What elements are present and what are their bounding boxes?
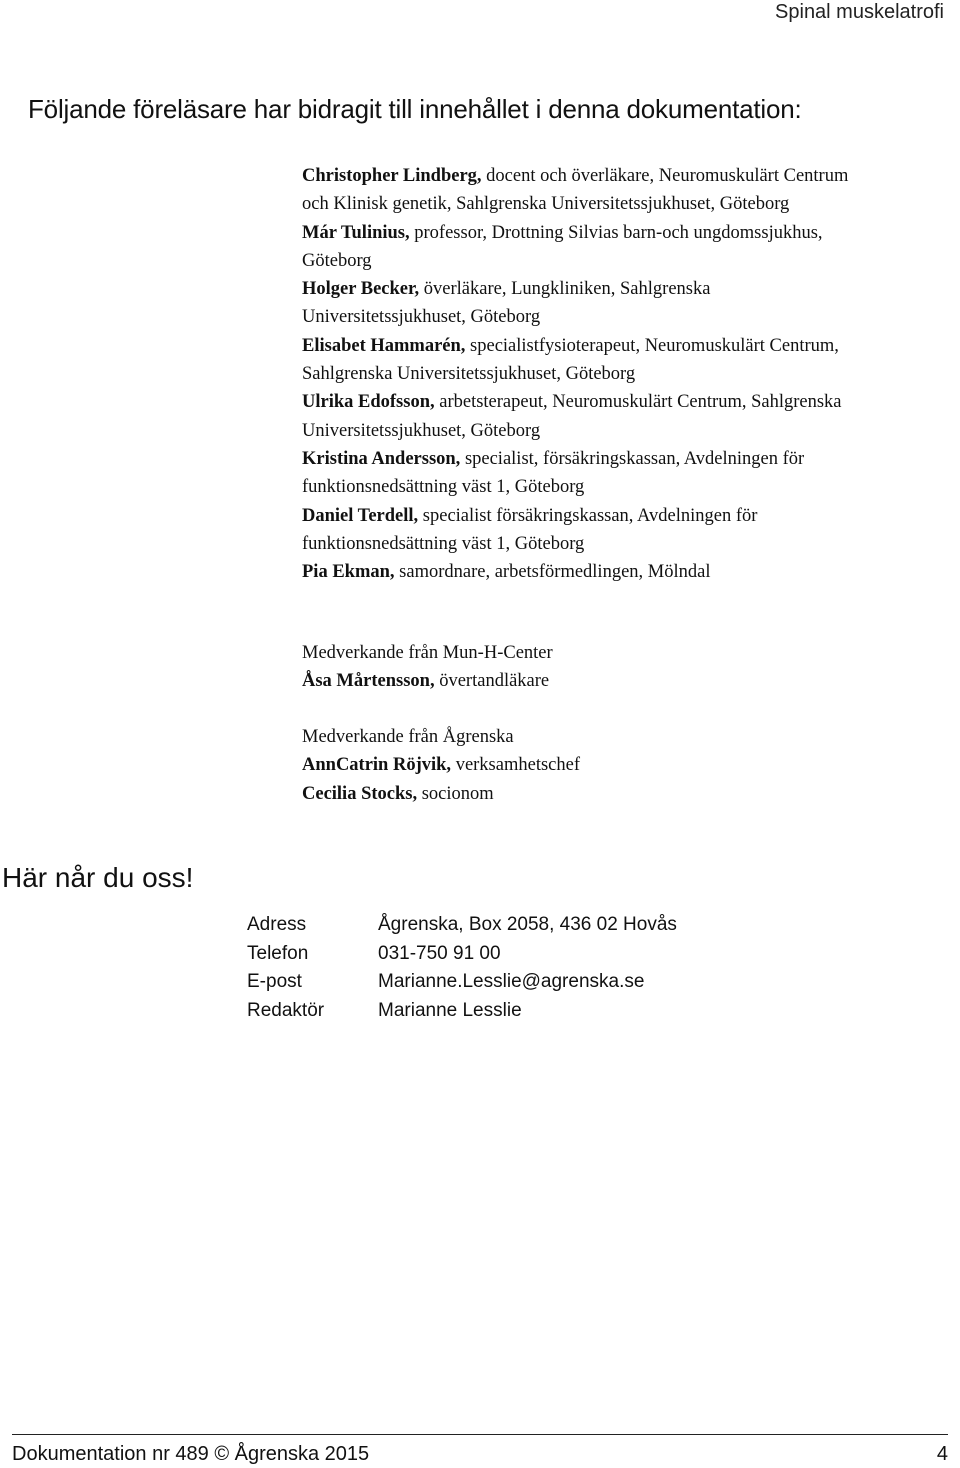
contributor-name: AnnCatrin Röjvik,: [302, 755, 452, 776]
lecturer-entry: [302, 558, 960, 586]
lecturer-role: specialist, försäkringskassan, Avdelningen för: [460, 448, 805, 469]
lecturer-name: Holger Becker,: [302, 279, 420, 300]
contact-row-phone: [247, 940, 677, 969]
page-number: 4: [936, 1443, 948, 1465]
lecturer-entry: [302, 388, 960, 445]
lecturer-name: Kristina Andersson,: [302, 448, 461, 469]
contributor-entry: [302, 751, 942, 779]
contributor-name: Cecilia Stocks,: [302, 783, 418, 804]
contact-row-editor: [247, 997, 677, 1026]
contributor-role: socionom: [417, 783, 494, 804]
contributor-role: verksamhetschef: [451, 755, 580, 776]
contact-row-email: [247, 968, 677, 997]
lecturer-affiliation: Göteborg: [302, 250, 372, 271]
contact-row-address: [247, 911, 677, 940]
lecturer-role: docent och överläkare, Neuromuskulärt Centrum: [481, 166, 849, 186]
lecturer-entry: [302, 332, 960, 389]
lecturer-entry: [302, 502, 960, 559]
lecturer-role: specialistfysioterapeut, Neuromuskulärt Centrum,: [465, 335, 839, 356]
page-footer: [12, 1434, 948, 1467]
contact-value: 031-750 91 00: [378, 942, 501, 964]
lecturer-affiliation: Universitetssjukhuset, Göteborg: [302, 420, 541, 441]
lecturer-affiliation: Universitetssjukhuset, Göteborg: [302, 307, 541, 328]
contributors-munh: [302, 639, 942, 696]
contact-label: Telefon: [247, 942, 309, 964]
lecturer-name: Christopher Lindberg,: [302, 166, 482, 186]
lecturer-name: Pia Ekman,: [302, 562, 395, 583]
lecturer-name: Daniel Terdell,: [302, 505, 419, 526]
lecturer-role: överläkare, Lungkliniken, Sahlgrenska: [419, 279, 711, 300]
contributors-agrenska: [302, 723, 942, 808]
lecturer-affiliation: Sahlgrenska Universitetssjukhuset, Göteborg: [302, 364, 636, 385]
contact-label: Adress: [247, 914, 307, 935]
contributor-name: Åsa Mårtensson,: [302, 671, 435, 692]
lecturer-role: professor, Drottning Silvias barn-och ungdomssjukhus,: [409, 222, 823, 243]
contributor-entry: [302, 780, 942, 808]
contact-label: Redaktör: [247, 999, 325, 1021]
group-title: Medverkande från Mun-H-Center: [302, 643, 553, 663]
group-title: Medverkande från Ågrenska: [302, 727, 514, 747]
lecturer-name: Már Tulinius,: [302, 222, 410, 243]
running-header: Spinal muskelatrofi: [775, 1, 944, 23]
contact-value: Marianne.Lesslie@agrenska.se: [378, 971, 645, 992]
contact-value: Ågrenska, Box 2058, 436 02 Hovås: [378, 914, 677, 935]
lecturer-list: [302, 162, 960, 586]
lecturer-affiliation: funktionsnedsättning väst 1, Göteborg: [302, 533, 585, 554]
footer-text: Dokumentation nr 489 © Ågrenska 2015: [12, 1443, 370, 1465]
lecturer-entry: [302, 445, 960, 502]
lecturer-entry: [302, 162, 960, 219]
lecturer-role: specialist försäkringskassan, Avdelningen för: [418, 505, 758, 526]
page-title: Följande föreläsare har bidragit till innehållet i denna dokumentation:: [28, 94, 802, 124]
contact-table: [247, 911, 677, 1025]
lecturer-role: arbetsterapeut, Neuromuskulärt Centrum, Sahlgrenska: [434, 392, 842, 413]
lecturer-name: Ulrika Edofsson,: [302, 392, 435, 413]
lecturer-affiliation: funktionsnedsättning väst 1, Göteborg: [302, 477, 585, 498]
contact-value: Marianne Lesslie: [378, 999, 522, 1021]
contributor-role: övertandläkare: [434, 671, 550, 692]
lecturer-role: samordnare, arbetsförmedlingen, Mölndal: [394, 562, 711, 583]
contact-title: Här når du oss!: [2, 862, 194, 893]
lecturer-name: Elisabet Hammarén,: [302, 335, 466, 356]
lecturer-entry: [302, 275, 960, 332]
contact-label: E-post: [247, 971, 302, 992]
lecturer-affiliation: och Klinisk genetik, Sahlgrenska Universitetssjukhuset, Göteborg: [302, 194, 790, 215]
contributor-entry: [302, 667, 942, 695]
lecturer-entry: [302, 219, 960, 276]
